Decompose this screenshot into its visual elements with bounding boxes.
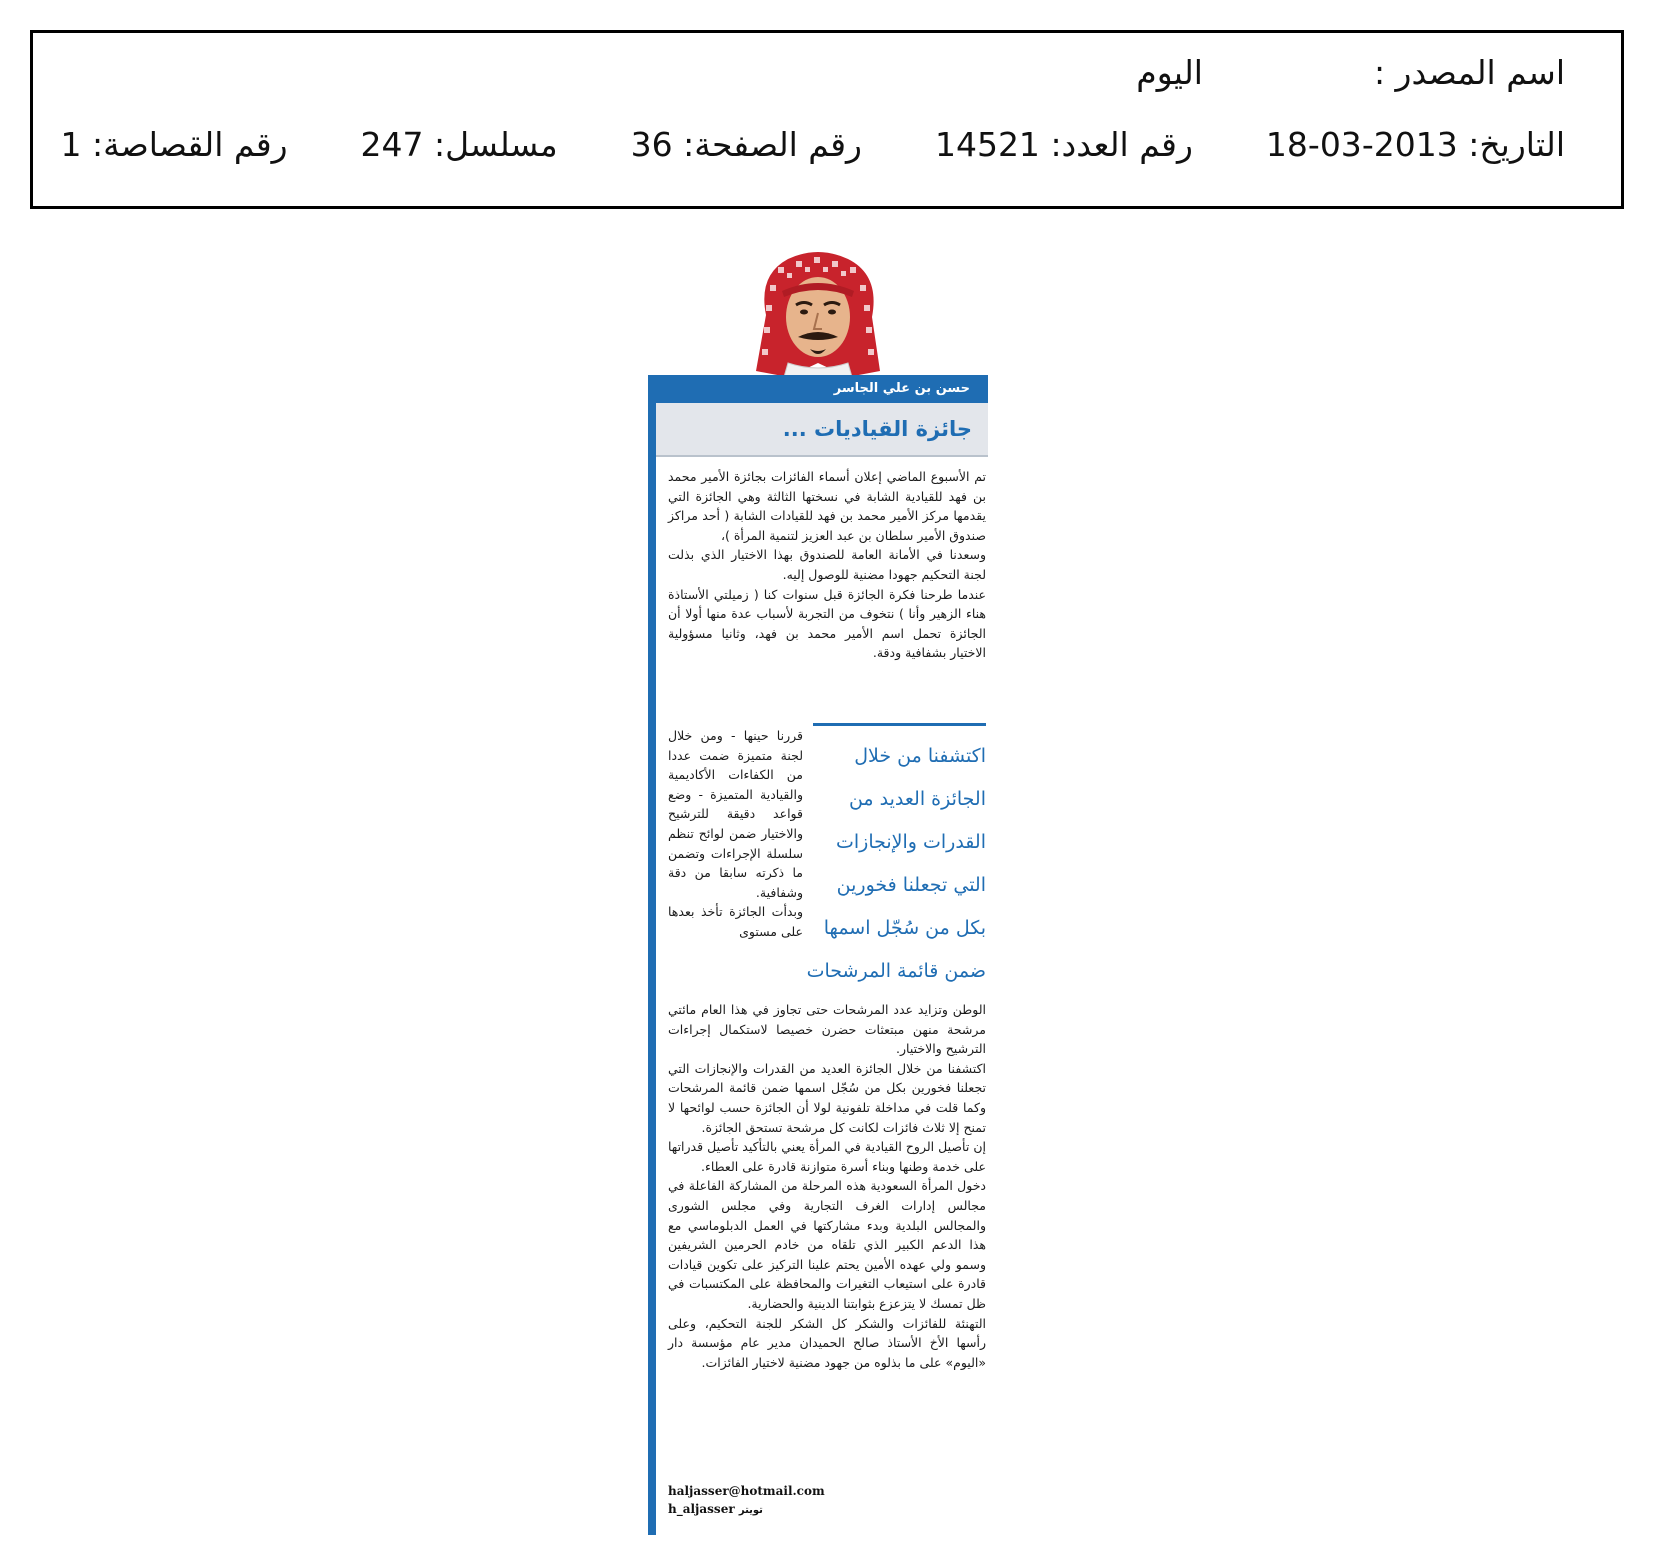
- article-body-bottom: [668, 1000, 986, 1372]
- paragraph: تم الأسبوع الماضي إعلان أسماء الفائزات بجائزة الأمير محمد بن فهد للقيادية الشابة في نسختها الثالثة وهي الجائزة التي يقدمها مركز الأمير محمد بن فهد للقيادات الشابة ( أحد مراكز صندوق الأمير سلطان بن عبد العزيز لتنمية المرأة )،: [668, 469, 986, 543]
- pull-quote-line: القدرات والإنجازات: [835, 831, 986, 853]
- date-value: 2013-03-18: [1265, 125, 1458, 164]
- pull-quote-line: التي تجعلنا فخورين: [836, 874, 986, 896]
- pull-quote-line: الجائزة العديد من: [848, 788, 986, 810]
- source-label: اسم المصدر :: [1373, 53, 1565, 92]
- author-name: حسن بن علي الجاسر: [656, 375, 988, 403]
- page-value: 36: [630, 125, 673, 164]
- date-label: التاريخ:: [1468, 125, 1565, 164]
- paragraph: وسعدنا في الأمانة العامة للصندوق بهذا الاختيار الذي بذلت لجنة التحكيم جهودا مضنية للوصول إليه.: [668, 547, 986, 582]
- article-body-narrow: [668, 726, 803, 942]
- pull-quote-line: بكل من سُجّل اسمها: [823, 917, 986, 939]
- twitter-handle: h_aljasser: [668, 1502, 735, 1516]
- column-accent-bar: [648, 375, 656, 1535]
- paragraph: إن تأصيل الروح القيادية في المرأة يعني بالتأكيد تأصيل قدراتها على خدمة وطنها وبناء أسرة متوازنة قادرة على العطاء.: [668, 1139, 986, 1174]
- paragraph: التهنئة للفائزات والشكر كل الشكر للجنة التحكيم، وعلى رأسها الأخ الأستاذ صالح الحميدان مدير عام مؤسسة دار «اليوم» على ما بذلوه من جهود مضنية لاختيار الفائزات.: [668, 1315, 986, 1370]
- issue-info-row: [60, 125, 1565, 164]
- pull-quote-rule: [813, 723, 986, 726]
- article-body-top: [668, 467, 986, 663]
- newspaper-column: [648, 245, 988, 1535]
- paragraph: دخول المرأة السعودية هذه المرحلة من المشاركة الفاعلة في مجالس إدارات الغرف التجارية وفي مجلس الشورى والمجالس البلدية وبدء مشاركتها في العمل الدبلوماسي مع هذا الدعم الكبير الذي تلقاه من خادم الحرمين الشريفين وسمو ولي عهده الأمين يحتم علينا التركيز على تكوين قيادات قادرة على استيعاب التغيرات والمحافظة على المكتسبات في ظل تمسك لا يتزعزع بثوابتنا الدينية والحضارية.: [668, 1178, 986, 1311]
- twitter-label: تويتر: [738, 1505, 763, 1516]
- author-portrait-icon: [748, 245, 888, 377]
- page-field: [631, 125, 862, 164]
- pull-quote-line: اكتشفنا من خلال: [854, 745, 986, 767]
- issue-field: [935, 125, 1193, 164]
- paragraph: قررنا حينها - ومن خلال لجنة متميزة ضمت عددا من الكفاءات الأكاديمية والقيادية المتميزة - وضع قواعد دقيقة للترشيح والاختيار ضمن لوائح تنظم سلسلة الإجراءات وتضمن ما ذكرته سابقا من دقة وشفافية.: [668, 728, 803, 900]
- serial-label: مسلسل:: [434, 125, 558, 164]
- clip-value: 1: [60, 125, 82, 164]
- pull-quote: [806, 735, 986, 993]
- clipping-metadata-box: [30, 30, 1624, 209]
- author-twitter: [668, 1500, 825, 1520]
- page-label: رقم الصفحة:: [683, 125, 862, 164]
- serial-value: 247: [360, 125, 424, 164]
- issue-value: 14521: [934, 125, 1040, 164]
- date-field: [1266, 125, 1565, 164]
- issue-label: رقم العدد:: [1050, 125, 1193, 164]
- author-contact: [668, 1482, 825, 1520]
- pull-quote-line: ضمن قائمة المرشحات: [806, 960, 986, 982]
- paragraph: الوطن وتزايد عدد المرشحات حتى تجاوز في هذا العام مائتي مرشحة منهن مبتعثات حضرن خصيصا لاستكمال إجراءات الترشيح والاختيار.: [668, 1002, 986, 1057]
- source-row: [1136, 53, 1565, 92]
- source-value: اليوم: [1136, 53, 1203, 92]
- article-title: جائزة القياديات ...: [656, 403, 988, 455]
- paragraph: اكتشفنا من خلال الجائزة العديد من القدرات والإنجازات التي تجعلنا فخورين بكل من سُجّل اسمها ضمن قائمة المرشحات وكما قلت في مداخلة تلفونية لولا أن الجائزة حسب لوائحها لا تمنح إلا ثلاث فائزات لكانت كل مرشحة تستحق الجائزة.: [668, 1060, 986, 1135]
- author-email: haljasser@hotmail.com: [668, 1484, 825, 1498]
- title-divider: [656, 455, 988, 457]
- paragraph: عندما طرحنا فكرة الجائزة قبل سنوات كنا ( زميلتي الأستاذة هناء الزهير وأنا ) نتخوف من التجربة لأسباب عدة منها أولا أن الجائزة تحمل اسم الأمير محمد بن فهد، وثانيا مسؤولية الاختيار بشفافية ودقة.: [668, 586, 986, 661]
- serial-field: [361, 125, 558, 164]
- clip-field: [60, 125, 287, 164]
- clip-label: رقم القصاصة:: [91, 125, 288, 164]
- paragraph: وبدأت الجائزة تأخذ بعدها على مستوى: [668, 904, 803, 939]
